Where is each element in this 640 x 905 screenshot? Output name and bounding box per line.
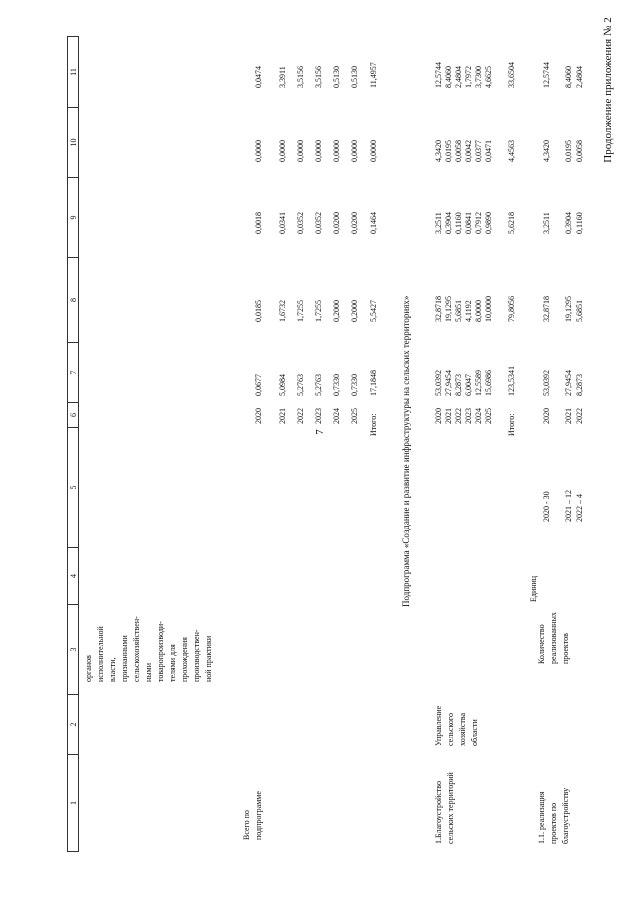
column-header: 5 xyxy=(67,428,79,548)
column-header: 7 xyxy=(67,343,79,403)
subprogram-title: Подпрограмма «Создание и развитие инфраструктуры на сельских территориях» xyxy=(401,295,411,607)
total-label: Всего по xyxy=(242,810,251,840)
total-label: подпрограмме xyxy=(254,791,263,840)
page-number: 7 xyxy=(314,429,326,435)
column-header: 9 xyxy=(67,178,79,258)
continuation-note: Продолжение приложения № 2 xyxy=(602,17,614,163)
column-header: 1 xyxy=(67,755,79,852)
column-header: 3 xyxy=(67,605,79,695)
column-header: 4 xyxy=(67,548,79,605)
column-header: 8 xyxy=(67,258,79,343)
column-header: 6 xyxy=(67,403,79,428)
column-header: 2 xyxy=(67,695,79,755)
column-header: 11 xyxy=(67,36,79,108)
column-header: 10 xyxy=(67,108,79,178)
rotated-table: 1 2 3 4 5 6 7 8 9 10 11 органов исполнительной власти, признанными сельскохозяйствен- ными товаропроизводи- телями для прохождения производствен- ной практики Всего по подпрограмме 2020 0,0677 0,0185 0,0018 0,0000 0,0474 2021 5,0984 1,6732 0,0341 0,0000 3,3911 2022 5,2763 1,7255 0,0352 0,0000 3,5156 2023 5,2763 1,7255 0,0352 0,0000 3,5156 2024 0,7330 0,2000 0,0200 0,0000 0,5130 2025 0,7330 0,2000 0,0200 0,0000 0,5130 Итого: 17,1848 5,5427 0,1464 0,0000 11,4957 Подпрограмма «Создание и развитие инфраструктуры на сельских территориях» 1.Благоустройство сельских территорий Управление сельского хозяйства области 2020 53,0392 32,8718 3,2511 4,3420 12,5744 2021 27,9454 19,1295 0,3904 0,0195 8,4060 2022 8,2873 5,6851 0,1160 0,0058 2,4804 2023 6,0047 4,1192 0,0841 0,0042 1,7972 2024 12,5589 8,0000 0,7912 0,0377 3,7300 2025 15,6986 10,0000 0,9890 0,0471 4,6625 Итого: 123,5341 79,8056 5,6218 4,4563 33,6504 1.1. реализация проектов по благоустройству Количество реализованных проектов Единиц 2020 - 30 2021 – 12 2022 – 4 2020 53,0392 32,8718 3,2511 4,3420 12,5744 2021 27,9454 19,1295 0,3904 0,0195 8,4060 2022 8,2873 5,6851 0,1160 0,0058 2,4804 xyxy=(67,32,627,852)
